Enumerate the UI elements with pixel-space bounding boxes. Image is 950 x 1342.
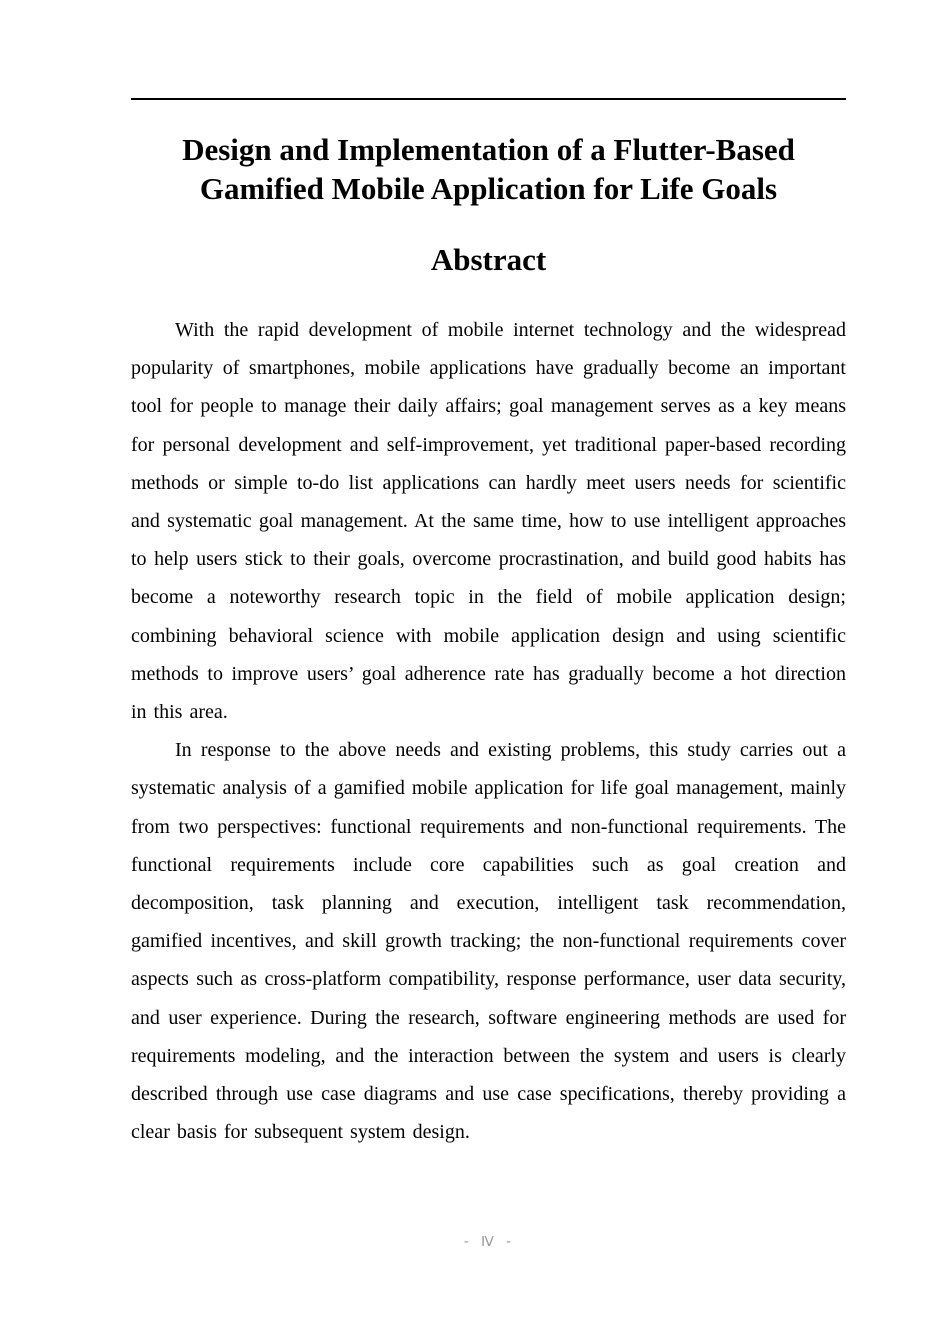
abstract-paragraph: With the rapid development of mobile internet technology and the widespread popularity of smartphones, mobile applications have gradually become an important tool for people to manage their daily affairs; goal management serves as a key means for personal development and self-improvement, yet traditional paper-based recording methods or simple to-do list applications can hardly meet users needs for scientific and systematic goal management. At the same time, how to use intelligent approaches to help users stick to their goals, overcome procrastination, and build good habits has become a noteworthy research topic in the field of mobile application design; combining behavioral science with mobile application design and using scientific methods to improve users’ goal adherence rate has gradually become a hot direction in this area. — [131, 319, 846, 724]
document-title: Design and Implementation of a Flutter-Based Gamified Mobile Application for Life Goals — [182, 132, 795, 206]
header-rule — [131, 98, 846, 100]
abstract-paragraph: In response to the above needs and existing problems, this study carries out a systematic analysis of a gamified mobile application for life goal management, mainly from two perspectives: functional requirements and non-functional requirements. The functional requirements include core capabilities such as goal creation and decomposition, task planning and execution, intelligent task recommendation, gamified incentives, and skill growth tracking; the non-functional requirements cover aspects such as cross-platform compatibility, response performance, user data security, and user experience. During the research, software engineering methods are used for requirements modeling, and the interaction between the system and users is clearly described through use case diagrams and use case specifications, thereby providing a clear basis for subsequent system design. — [131, 739, 846, 1144]
abstract-heading: Abstract — [430, 242, 547, 277]
page-number: - Ⅳ - — [462, 1234, 514, 1250]
abstract-body — [131, 311, 846, 1151]
